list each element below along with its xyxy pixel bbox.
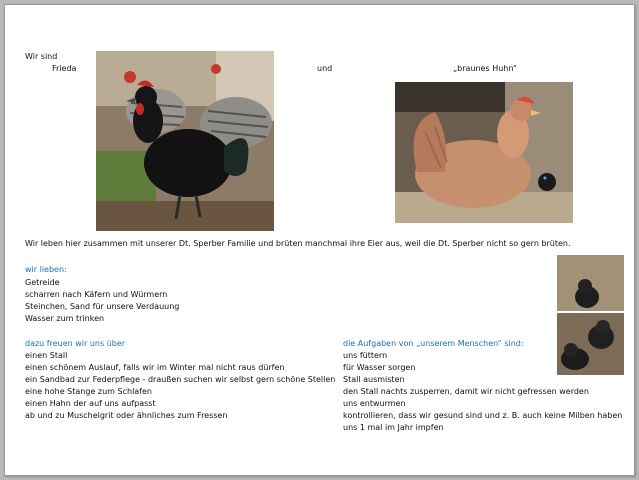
- photo-chicks: [557, 255, 624, 375]
- photo-black-hen: [96, 51, 274, 231]
- happy-item: eine hohe Stange zum Schlafen: [25, 387, 152, 396]
- happy-heading: dazu freuen wir uns über: [25, 339, 126, 348]
- photo-brown-hen: [395, 82, 573, 223]
- loves-item: Wasser zum trinken: [25, 314, 105, 323]
- loves-heading: wir lieben:: [25, 265, 67, 274]
- happy-item: ein Sandbad zur Federpflege - draußen suchen wir selbst gern schöne Stellen: [25, 375, 336, 384]
- story-text: Wir leben hier zusammen mit unserer Dt. Sperber Familie und brüten manchmal ihre Eier aus, weil die Dt. Sperber nicht so gern brüten.: [25, 239, 571, 248]
- happy-item: ab und zu Muschelgrit oder ähnliches zum Fressen: [25, 411, 228, 420]
- tasks-item: den Stall nachts zusperren, damit wir nicht gefressen werden: [343, 387, 589, 396]
- happy-item: einen schönem Auslauf, falls wir im Winter mal nicht raus dürfen: [25, 363, 285, 372]
- tasks-heading: die Aufgaben von „unserem Menschen“ sind:: [343, 339, 524, 348]
- document-page: [4, 4, 635, 476]
- intro-wir-sind: Wir sind: [25, 52, 58, 61]
- tasks-item: uns entwurmen: [343, 399, 406, 408]
- tasks-item: kontrollieren, dass wir gesund sind und z. B. auch keine Milben haben: [343, 411, 623, 420]
- intro-und: und: [317, 64, 333, 73]
- happy-item: einen Stall: [25, 351, 68, 360]
- loves-item: Steinchen, Sand für unsere Verdauung: [25, 302, 180, 311]
- loves-item: Getreide: [25, 278, 60, 287]
- happy-item: einen Hahn der auf uns aufpasst: [25, 399, 156, 408]
- loves-item: scharren nach Käfern und Würmern: [25, 290, 168, 299]
- intro-name-frieda: Frieda: [52, 64, 77, 73]
- tasks-item: für Wasser sorgen: [343, 363, 416, 372]
- tasks-item: uns füttern: [343, 351, 388, 360]
- tasks-item: uns 1 mal im Jahr impfen: [343, 423, 444, 432]
- tasks-item: Stall ausmisten: [343, 375, 405, 384]
- intro-name-braunes-huhn: „braunes Huhn“: [453, 64, 517, 73]
